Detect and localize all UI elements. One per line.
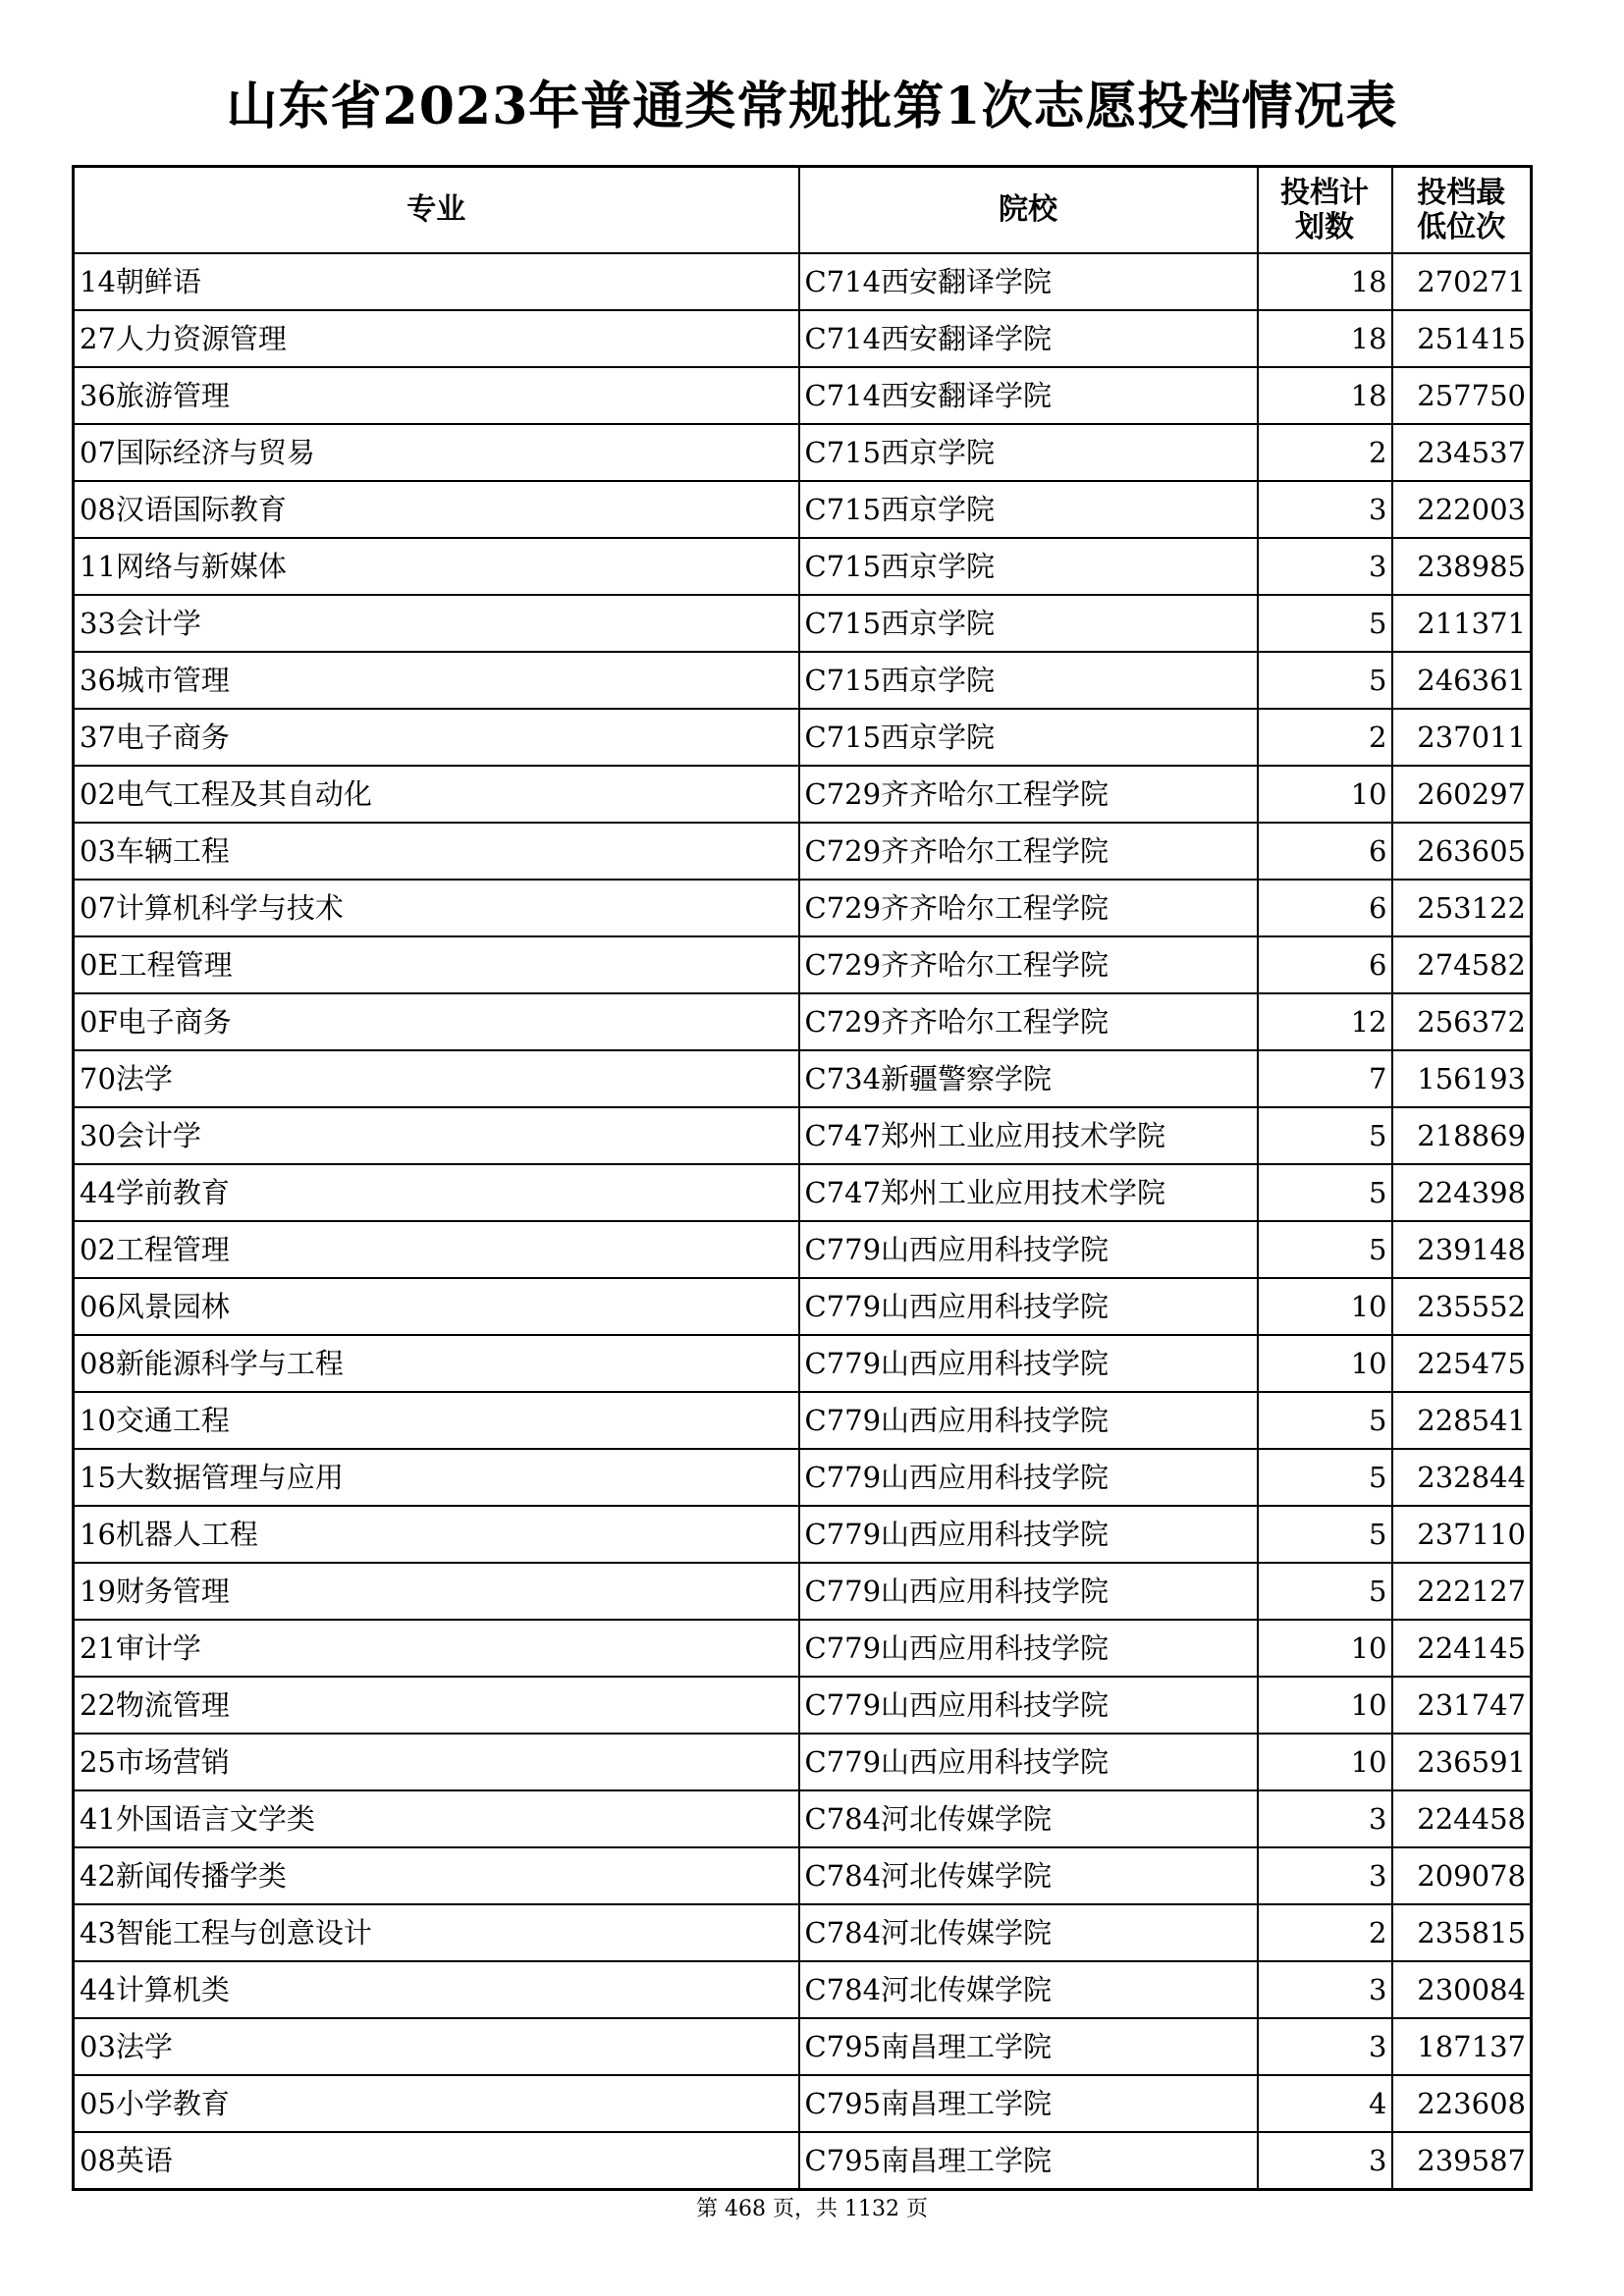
min-rank-cell: 222127 [1392, 1563, 1532, 1620]
header-plan-line1: 投档计 [1280, 176, 1369, 210]
header-rank-line2: 低位次 [1417, 210, 1506, 244]
school-cell: C779山西应用科技学院 [799, 1620, 1258, 1677]
plan-count-cell: 10 [1258, 1278, 1392, 1335]
table-row [74, 1221, 1532, 1278]
plan-count-cell: 12 [1258, 993, 1392, 1050]
min-rank-cell: 211371 [1392, 595, 1532, 652]
min-rank-cell: 270271 [1392, 253, 1532, 310]
plan-count-cell: 3 [1258, 538, 1392, 595]
major-cell: 42新闻传播学类 [74, 1847, 799, 1904]
min-rank-cell: 222003 [1392, 481, 1532, 538]
plan-count-cell: 5 [1258, 1506, 1392, 1563]
major-cell: 70法学 [74, 1050, 799, 1107]
table-row [74, 1904, 1532, 1961]
plan-count-cell: 4 [1258, 2075, 1392, 2132]
table-row [74, 936, 1532, 993]
min-rank-cell: 228541 [1392, 1392, 1532, 1449]
major-cell: 03法学 [74, 2018, 799, 2075]
table-row [74, 595, 1532, 652]
plan-count-cell: 3 [1258, 1961, 1392, 2018]
major-cell: 08汉语国际教育 [74, 481, 799, 538]
plan-count-cell: 3 [1258, 2132, 1392, 2190]
min-rank-cell: 260297 [1392, 766, 1532, 823]
min-rank-cell: 239148 [1392, 1221, 1532, 1278]
table-row [74, 253, 1532, 310]
major-cell: 0F电子商务 [74, 993, 799, 1050]
header-school: 院校 [799, 167, 1258, 254]
table-row [74, 1563, 1532, 1620]
min-rank-cell: 237011 [1392, 709, 1532, 766]
table-row [74, 1961, 1532, 2018]
major-cell: 21审计学 [74, 1620, 799, 1677]
major-cell: 36城市管理 [74, 652, 799, 709]
school-cell: C734新疆警察学院 [799, 1050, 1258, 1107]
major-cell: 25市场营销 [74, 1734, 799, 1790]
header-plan-line2: 划数 [1295, 210, 1354, 244]
school-cell: C715西京学院 [799, 595, 1258, 652]
major-cell: 16机器人工程 [74, 1506, 799, 1563]
table-row [74, 2132, 1532, 2190]
table-body [74, 253, 1532, 2190]
school-cell: C714西安翻译学院 [799, 253, 1258, 310]
plan-count-cell: 5 [1258, 595, 1392, 652]
min-rank-cell: 231747 [1392, 1677, 1532, 1734]
plan-count-cell: 5 [1258, 652, 1392, 709]
min-rank-cell: 257750 [1392, 367, 1532, 424]
min-rank-cell: 237110 [1392, 1506, 1532, 1563]
table-row [74, 1734, 1532, 1790]
header-min-rank [1392, 167, 1532, 254]
school-cell: C784河北传媒学院 [799, 1904, 1258, 1961]
min-rank-cell: 224458 [1392, 1790, 1532, 1847]
major-cell: 02工程管理 [74, 1221, 799, 1278]
major-cell: 07计算机科学与技术 [74, 880, 799, 936]
table-row [74, 2075, 1532, 2132]
table-row [74, 1107, 1532, 1164]
school-cell: C715西京学院 [799, 538, 1258, 595]
min-rank-cell: 230084 [1392, 1961, 1532, 2018]
major-cell: 22物流管理 [74, 1677, 799, 1734]
min-rank-cell: 238985 [1392, 538, 1532, 595]
school-cell: C784河北传媒学院 [799, 1847, 1258, 1904]
admission-table [72, 165, 1533, 2191]
plan-count-cell: 5 [1258, 1107, 1392, 1164]
major-cell: 33会计学 [74, 595, 799, 652]
plan-count-cell: 10 [1258, 1677, 1392, 1734]
major-cell: 44学前教育 [74, 1164, 799, 1221]
school-cell: C795南昌理工学院 [799, 2018, 1258, 2075]
table-row [74, 367, 1532, 424]
plan-count-cell: 3 [1258, 481, 1392, 538]
min-rank-cell: 253122 [1392, 880, 1532, 936]
major-cell: 0E工程管理 [74, 936, 799, 993]
table-row [74, 1620, 1532, 1677]
school-cell: C729齐齐哈尔工程学院 [799, 993, 1258, 1050]
table-row [74, 1677, 1532, 1734]
min-rank-cell: 224145 [1392, 1620, 1532, 1677]
min-rank-cell: 218869 [1392, 1107, 1532, 1164]
table-row [74, 823, 1532, 880]
table-row [74, 709, 1532, 766]
min-rank-cell: 235552 [1392, 1278, 1532, 1335]
table-row [74, 1050, 1532, 1107]
school-cell: C747郑州工业应用技术学院 [799, 1107, 1258, 1164]
school-cell: C779山西应用科技学院 [799, 1677, 1258, 1734]
plan-count-cell: 18 [1258, 310, 1392, 367]
plan-count-cell: 10 [1258, 766, 1392, 823]
school-cell: C779山西应用科技学院 [799, 1734, 1258, 1790]
min-rank-cell: 187137 [1392, 2018, 1532, 2075]
school-cell: C729齐齐哈尔工程学院 [799, 823, 1258, 880]
school-cell: C729齐齐哈尔工程学院 [799, 766, 1258, 823]
plan-count-cell: 3 [1258, 1847, 1392, 1904]
table-row [74, 766, 1532, 823]
plan-count-cell: 5 [1258, 1392, 1392, 1449]
min-rank-cell: 234537 [1392, 424, 1532, 481]
header-plan-count [1258, 167, 1392, 254]
school-cell: C779山西应用科技学院 [799, 1221, 1258, 1278]
header-major: 专业 [74, 167, 799, 254]
plan-count-cell: 5 [1258, 1221, 1392, 1278]
school-cell: C779山西应用科技学院 [799, 1563, 1258, 1620]
major-cell: 27人力资源管理 [74, 310, 799, 367]
table-row [74, 1278, 1532, 1335]
min-rank-cell: 251415 [1392, 310, 1532, 367]
min-rank-cell: 235815 [1392, 1904, 1532, 1961]
major-cell: 19财务管理 [74, 1563, 799, 1620]
min-rank-cell: 236591 [1392, 1734, 1532, 1790]
table-row [74, 1790, 1532, 1847]
page-title: 山东省2023年普通类常规批第1次志愿投档情况表 [226, 77, 1398, 136]
min-rank-cell: 256372 [1392, 993, 1532, 1050]
table-row [74, 652, 1532, 709]
table-header [74, 167, 1532, 254]
school-cell: C714西安翻译学院 [799, 310, 1258, 367]
plan-count-cell: 6 [1258, 823, 1392, 880]
major-cell: 06风景园林 [74, 1278, 799, 1335]
school-cell: C795南昌理工学院 [799, 2075, 1258, 2132]
major-cell: 07国际经济与贸易 [74, 424, 799, 481]
major-cell: 43智能工程与创意设计 [74, 1904, 799, 1961]
major-cell: 44计算机类 [74, 1961, 799, 2018]
plan-count-cell: 2 [1258, 1904, 1392, 1961]
table-row [74, 310, 1532, 367]
table-row [74, 1335, 1532, 1392]
school-cell: C729齐齐哈尔工程学院 [799, 936, 1258, 993]
school-cell: C784河北传媒学院 [799, 1961, 1258, 2018]
school-cell: C715西京学院 [799, 652, 1258, 709]
plan-count-cell: 5 [1258, 1449, 1392, 1506]
header-row [74, 167, 1532, 254]
table-row [74, 1164, 1532, 1221]
school-cell: C714西安翻译学院 [799, 367, 1258, 424]
major-cell: 37电子商务 [74, 709, 799, 766]
school-cell: C715西京学院 [799, 709, 1258, 766]
school-cell: C729齐齐哈尔工程学院 [799, 880, 1258, 936]
header-rank-line1: 投档最 [1417, 176, 1506, 210]
table-row [74, 538, 1532, 595]
major-cell: 15大数据管理与应用 [74, 1449, 799, 1506]
page-footer: 第 468 页，共 1132 页 [696, 2197, 928, 2221]
min-rank-cell: 263605 [1392, 823, 1532, 880]
plan-count-cell: 7 [1258, 1050, 1392, 1107]
major-cell: 14朝鲜语 [74, 253, 799, 310]
school-cell: C784河北传媒学院 [799, 1790, 1258, 1847]
plan-count-cell: 10 [1258, 1734, 1392, 1790]
plan-count-cell: 6 [1258, 880, 1392, 936]
major-cell: 10交通工程 [74, 1392, 799, 1449]
school-cell: C779山西应用科技学院 [799, 1449, 1258, 1506]
plan-count-cell: 3 [1258, 2018, 1392, 2075]
major-cell: 41外国语言文学类 [74, 1790, 799, 1847]
school-cell: C779山西应用科技学院 [799, 1392, 1258, 1449]
major-cell: 36旅游管理 [74, 367, 799, 424]
table-row [74, 481, 1532, 538]
major-cell: 11网络与新媒体 [74, 538, 799, 595]
school-cell: C779山西应用科技学院 [799, 1335, 1258, 1392]
plan-count-cell: 2 [1258, 709, 1392, 766]
major-cell: 08英语 [74, 2132, 799, 2190]
plan-count-cell: 5 [1258, 1164, 1392, 1221]
table-row [74, 880, 1532, 936]
plan-count-cell: 10 [1258, 1620, 1392, 1677]
min-rank-cell: 225475 [1392, 1335, 1532, 1392]
min-rank-cell: 209078 [1392, 1847, 1532, 1904]
table-row [74, 1847, 1532, 1904]
table-row [74, 993, 1532, 1050]
major-cell: 08新能源科学与工程 [74, 1335, 799, 1392]
major-cell: 02电气工程及其自动化 [74, 766, 799, 823]
table-row [74, 1392, 1532, 1449]
school-cell: C779山西应用科技学院 [799, 1506, 1258, 1563]
min-rank-cell: 246361 [1392, 652, 1532, 709]
major-cell: 03车辆工程 [74, 823, 799, 880]
plan-count-cell: 6 [1258, 936, 1392, 993]
plan-count-cell: 5 [1258, 1563, 1392, 1620]
school-cell: C795南昌理工学院 [799, 2132, 1258, 2190]
table-row [74, 424, 1532, 481]
school-cell: C779山西应用科技学院 [799, 1278, 1258, 1335]
plan-count-cell: 18 [1258, 253, 1392, 310]
table-row [74, 1449, 1532, 1506]
school-cell: C715西京学院 [799, 481, 1258, 538]
school-cell: C747郑州工业应用技术学院 [799, 1164, 1258, 1221]
min-rank-cell: 224398 [1392, 1164, 1532, 1221]
min-rank-cell: 232844 [1392, 1449, 1532, 1506]
min-rank-cell: 223608 [1392, 2075, 1532, 2132]
table-row [74, 2018, 1532, 2075]
major-cell: 30会计学 [74, 1107, 799, 1164]
major-cell: 05小学教育 [74, 2075, 799, 2132]
min-rank-cell: 274582 [1392, 936, 1532, 993]
plan-count-cell: 3 [1258, 1790, 1392, 1847]
school-cell: C715西京学院 [799, 424, 1258, 481]
plan-count-cell: 18 [1258, 367, 1392, 424]
min-rank-cell: 156193 [1392, 1050, 1532, 1107]
plan-count-cell: 2 [1258, 424, 1392, 481]
plan-count-cell: 10 [1258, 1335, 1392, 1392]
table-row [74, 1506, 1532, 1563]
min-rank-cell: 239587 [1392, 2132, 1532, 2190]
